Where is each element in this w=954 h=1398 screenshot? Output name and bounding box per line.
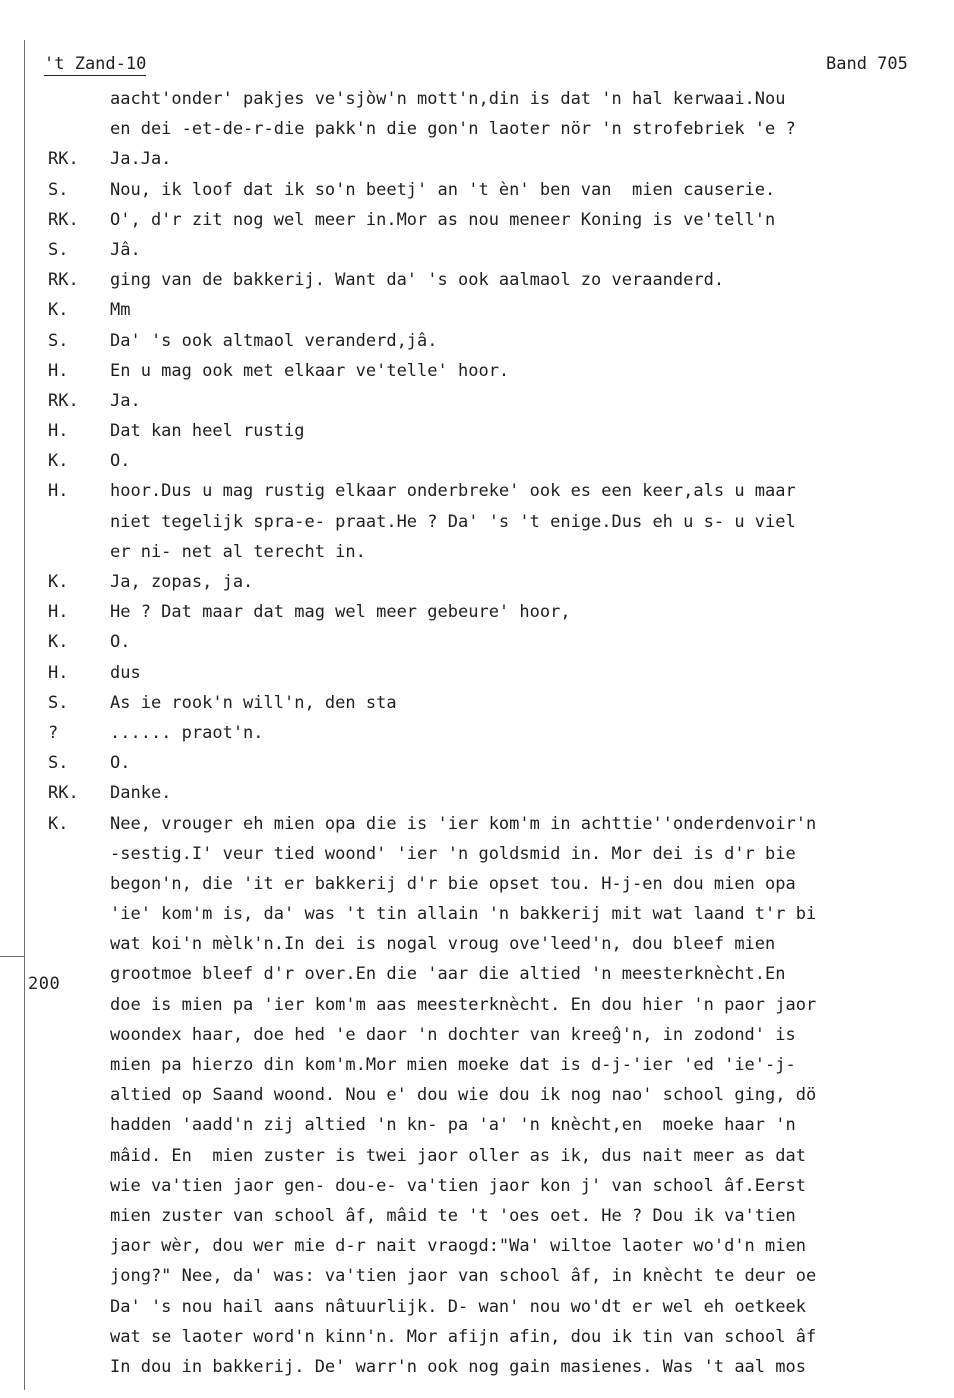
utterance-text: mâid. En mien zuster is twei jaor oller as ik, dus nait meer as dat — [110, 1145, 806, 1166]
utterance-text: Ja.Ja. — [110, 149, 172, 170]
transcript-line — [0, 1020, 954, 1050]
transcript-line — [0, 959, 954, 989]
utterance-text: Jâ. — [110, 239, 141, 260]
transcript-line — [0, 718, 954, 748]
transcript-line — [0, 1110, 954, 1140]
speaker-label: H. — [48, 481, 69, 502]
transcript-line — [0, 597, 954, 627]
utterance-text: altied op Saand woond. Nou e' dou wie dou ik nog nao' school ging, dö — [110, 1085, 817, 1106]
utterance-text: O. — [110, 632, 131, 653]
speaker-label: S. — [48, 179, 69, 200]
speaker-label: RK. — [48, 783, 79, 804]
transcript-line — [0, 869, 954, 899]
utterance-text: jong?" Nee, da' was: va'tien jaor van school âf, in knècht te deur oe — [110, 1266, 817, 1287]
transcript-line — [0, 929, 954, 959]
speaker-label: K. — [48, 572, 69, 592]
transcript-line — [0, 476, 954, 506]
utterance-text: er ni- net al terecht in. — [110, 541, 366, 562]
utterance-text: en dei -et-de-r-die pakk'n die gon'n laoter nör 'n strofebriek 'e ? — [110, 119, 796, 140]
utterance-text: begon'n, die 'it er bakkerij d'r bie opset tou. H-j-en dou mien opa — [110, 873, 796, 894]
transcript-line — [0, 175, 954, 205]
transcript-line — [0, 235, 954, 265]
speaker-label: RK. — [48, 390, 79, 411]
transcript-line — [0, 809, 954, 839]
utterance-text: hadden 'aadd'n zij altied 'n kn- pa 'a' 'n knècht,en moeke haar 'n — [110, 1115, 796, 1136]
transcript-line — [0, 748, 954, 778]
speaker-label: S. — [48, 330, 69, 351]
transcript-line — [0, 416, 954, 446]
speaker-label: H. — [48, 602, 69, 623]
utterance-text: Danke. — [110, 783, 172, 804]
transcript-line — [0, 688, 954, 718]
transcript-line — [0, 899, 954, 929]
transcript-line — [0, 205, 954, 235]
transcript-line — [0, 839, 954, 869]
transcript-line — [0, 1080, 954, 1110]
utterance-text: Nee, vrouger eh mien opa die is 'ier kom'm in achttie''onderdenvoir'n — [110, 813, 817, 834]
utterance-text: doe is mien pa 'ier kom'm aas meesterknècht. En dou hier 'n paor jaor — [110, 994, 817, 1015]
speaker-label: S. — [48, 239, 69, 260]
transcript-line — [0, 567, 954, 597]
utterance-text: jaor wèr, dou wer mie d-r nait vraogd:"Wa' wiltoe laoter wo'd'n mien — [110, 1236, 806, 1257]
utterance-text: hoor.Dus u mag rustig elkaar onderbreke' ook es een keer,als u maar — [110, 481, 796, 502]
utterance-text: wat se laoter word'n kinn'n. Mor afijn afin, dou ik tin van school âf — [110, 1326, 817, 1347]
utterance-text: mien pa hierzo din kom'm.Mor mien moeke dat is d-j-'ier 'ed 'ie'-j- — [110, 1055, 796, 1075]
speaker-label: RK. — [48, 149, 79, 170]
transcript-line — [0, 1261, 954, 1291]
utterance-text: woondex haar, doe hed 'e daor 'n dochter van kreeĝ'n, in zodond' is — [110, 1024, 796, 1045]
transcript-line — [0, 1292, 954, 1322]
speaker-label: RK. — [48, 209, 79, 230]
transcript-line — [0, 658, 954, 688]
speaker-label: S. — [48, 692, 69, 713]
utterance-text: ging van de bakkerij. Want da' 's ook aalmaol zo veraanderd. — [110, 270, 725, 291]
utterance-text: 'ie' kom'm is, da' was 't tin allain 'n bakkerij mit wat laand t'r bi — [110, 904, 817, 925]
document-header-tape: Band 705 — [826, 54, 908, 74]
utterance-text: O. — [110, 753, 131, 774]
speaker-label: H. — [48, 662, 69, 683]
utterance-text: Ja. — [110, 390, 141, 411]
speaker-label: H. — [48, 360, 69, 381]
transcript-line — [0, 265, 954, 295]
utterance-text: As ie rook'n will'n, den sta — [110, 692, 397, 713]
transcript-line — [0, 1322, 954, 1352]
speaker-label: H. — [48, 421, 69, 442]
utterance-text: ...... praot'n. — [110, 722, 264, 743]
speaker-label: S. — [48, 753, 69, 774]
transcript-line — [0, 1231, 954, 1261]
transcript-line — [0, 537, 954, 567]
transcript-line — [0, 326, 954, 356]
transcript-body — [0, 84, 954, 1382]
transcript-line — [0, 1171, 954, 1201]
utterance-text: aacht'onder' pakjes ve'sjòw'n mott'n,din is dat 'n hal kerwaai.Nou — [110, 89, 786, 109]
utterance-text: wie va'tien jaor gen- dou-e- va'tien jaor kon j' van school âf.Eerst — [110, 1175, 806, 1196]
utterance-text: He ? Dat maar dat mag wel meer gebeure' hoor, — [110, 602, 571, 623]
utterance-text: O', d'r zit nog wel meer in.Mor as nou meneer Koning is ve'tell'n — [110, 209, 776, 230]
transcript-line — [0, 627, 954, 657]
transcript-line — [0, 295, 954, 325]
utterance-text: grootmoe bleef d'r over.En die 'aar die altied 'n meesterknècht.En — [110, 964, 786, 985]
margin-page-number: 200 — [28, 974, 61, 994]
transcript-line — [0, 84, 954, 114]
utterance-text: wat koi'n mèlk'n.In dei is nogal vroug ove'leed'n, dou bleef mien — [110, 934, 776, 955]
transcript-line — [0, 114, 954, 144]
speaker-label: RK. — [48, 270, 79, 291]
transcript-line — [0, 507, 954, 537]
speaker-label: K. — [48, 451, 69, 472]
utterance-text: Mm — [110, 300, 131, 321]
speaker-label: K. — [48, 300, 69, 321]
speaker-label: K. — [48, 632, 69, 653]
transcript-line — [0, 144, 954, 174]
utterance-text: Nou, ik loof dat ik so'n beetj' an 't èn' ben van mien causerie. — [110, 179, 776, 200]
utterance-text: -sestig.I' veur tied woond' 'ier 'n goldsmid in. Mor dei is d'r bie — [110, 843, 796, 864]
speaker-label: ? — [48, 722, 59, 743]
utterance-text: In dou in bakkerij. De' warr'n ook nog gain masienes. Was 't aal mos — [110, 1356, 806, 1377]
utterance-text: Dat kan heel rustig — [110, 421, 305, 442]
transcript-line — [0, 386, 954, 416]
speaker-label: K. — [48, 813, 69, 834]
transcript-line — [0, 1050, 954, 1080]
utterance-text: mien zuster van school âf, mâid te 't 'oes oet. He ? Dou ik va'tien — [110, 1205, 796, 1226]
utterance-text: O. — [110, 451, 131, 472]
utterance-text: Ja, zopas, ja. — [110, 572, 254, 592]
transcript-line — [0, 778, 954, 808]
transcript-line — [0, 1141, 954, 1171]
transcript-line — [0, 446, 954, 476]
transcript-line — [0, 990, 954, 1020]
utterance-text: En u mag ook met elkaar ve'telle' hoor. — [110, 360, 510, 381]
transcript-line — [0, 356, 954, 386]
utterance-text: Da' 's nou hail aans nâtuurlijk. D- wan' nou wo'dt er wel eh oetkeek — [110, 1296, 806, 1317]
document-header-title: 't Zand-10 — [44, 54, 147, 74]
transcript-line — [0, 1201, 954, 1231]
utterance-text: niet tegelijk spra-e- praat.He ? Da' 's 't enige.Dus eh u s- u viel — [110, 511, 796, 532]
utterance-text: Da' 's ook altmaol veranderd,jâ. — [110, 330, 438, 351]
utterance-text: dus — [110, 662, 141, 683]
transcript-line — [0, 1352, 954, 1382]
